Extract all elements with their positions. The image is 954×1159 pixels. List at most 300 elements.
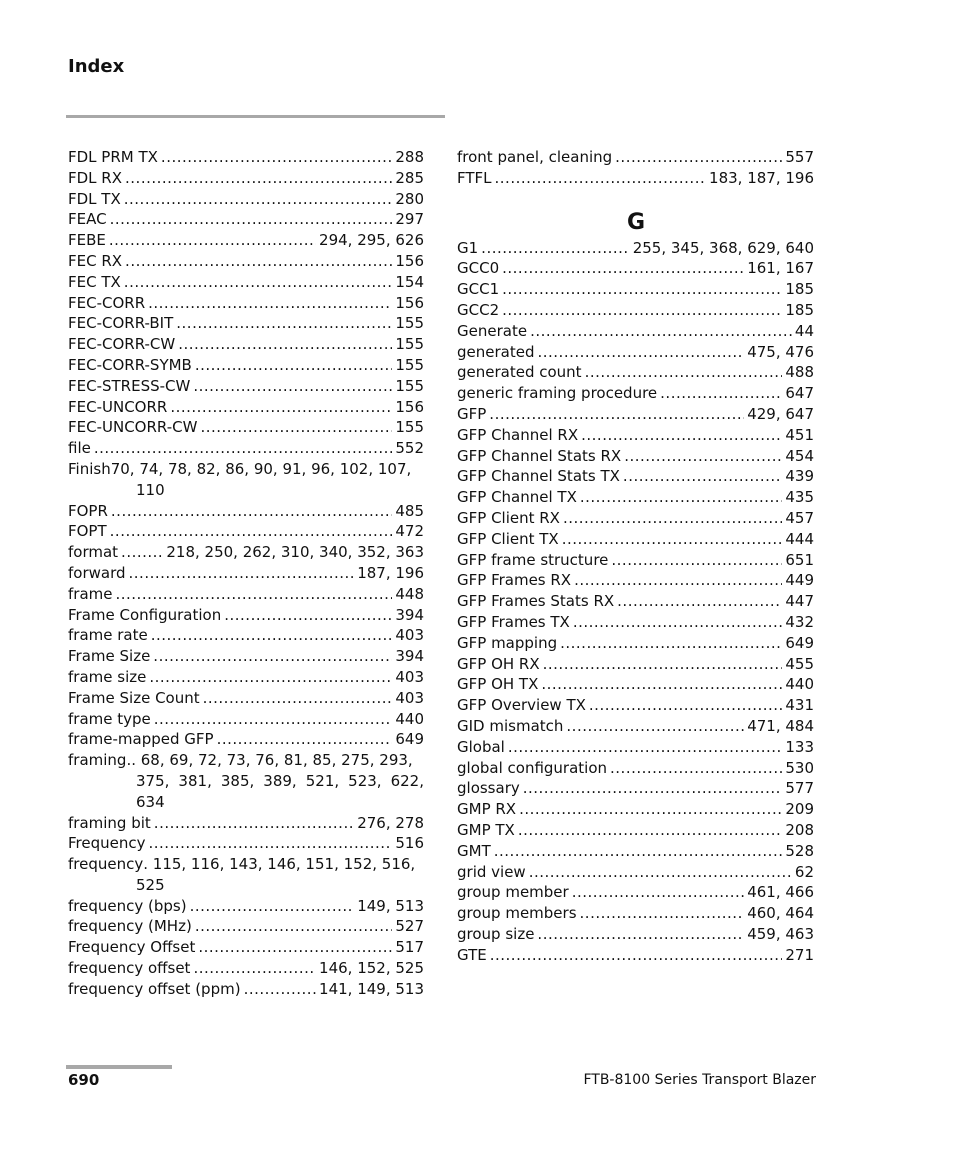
index-entry bbox=[457, 924, 814, 945]
index-entry bbox=[457, 695, 814, 716]
index-entry bbox=[457, 778, 814, 799]
index-term: generic framing procedure bbox=[457, 384, 658, 403]
index-page-refs: 439 bbox=[785, 467, 814, 486]
index-page-refs: 647 bbox=[785, 384, 814, 403]
index-page-refs: 440 bbox=[395, 709, 424, 728]
footer-document-title: FTB-8100 Series Transport Blazer bbox=[583, 1072, 816, 1088]
index-page-refs: 457 bbox=[785, 508, 814, 527]
dot-leader bbox=[572, 882, 745, 903]
index-entry bbox=[68, 937, 424, 958]
index-term: FEC-STRESS-CW bbox=[68, 376, 191, 395]
dot-leader bbox=[190, 896, 355, 917]
dot-leader bbox=[200, 417, 392, 438]
dot-leader bbox=[125, 251, 392, 272]
index-entry bbox=[68, 625, 424, 646]
index-entry bbox=[457, 168, 814, 189]
dot-leader bbox=[124, 272, 393, 293]
index-entry bbox=[457, 758, 814, 779]
dot-leader bbox=[581, 425, 782, 446]
index-term: GFP Frames Stats RX bbox=[457, 592, 615, 611]
index-term: FOPR bbox=[68, 501, 108, 520]
dot-leader bbox=[193, 376, 392, 397]
index-page-refs: 156 bbox=[395, 293, 424, 312]
index-term: Frequency Offset bbox=[68, 938, 196, 957]
index-term: GFP frame structure bbox=[457, 550, 609, 569]
index-page-refs: 70, 74, 78, 82, 86, 90, 91, 96, 102, 107, bbox=[110, 459, 412, 478]
index-page-refs: 133 bbox=[785, 737, 814, 756]
dot-leader bbox=[178, 334, 392, 355]
index-term: frequency (bps) bbox=[68, 896, 187, 915]
index-page-refs: 651 bbox=[785, 550, 814, 569]
index-term: Finish bbox=[68, 459, 111, 478]
index-term: FEC-CORR-BIT bbox=[68, 314, 174, 333]
index-page-refs: 475, 476 bbox=[747, 342, 814, 361]
index-term: GFP Client TX bbox=[457, 529, 559, 548]
dot-leader bbox=[537, 342, 744, 363]
index-term: frame rate bbox=[68, 626, 148, 645]
index-term: GFP Frames RX bbox=[457, 571, 572, 590]
index-entry bbox=[68, 896, 424, 917]
dot-leader bbox=[589, 695, 782, 716]
index-page-refs: 394 bbox=[395, 647, 424, 666]
index-page-refs: 649 bbox=[785, 633, 814, 652]
index-entry bbox=[68, 563, 424, 584]
index-page-refs: 155 bbox=[395, 335, 424, 354]
dot-leader bbox=[110, 521, 393, 542]
index-term: FEC-UNCORR bbox=[68, 397, 168, 416]
index-entry bbox=[68, 833, 424, 854]
header-divider bbox=[66, 115, 445, 118]
index-entry bbox=[68, 272, 424, 293]
index-term: GFP Channel Stats TX bbox=[457, 467, 620, 486]
index-term: FEC-CORR bbox=[68, 293, 146, 312]
index-term: Frame Configuration bbox=[68, 605, 222, 624]
index-term: glossary bbox=[457, 779, 520, 798]
index-term: front panel, cleaning bbox=[457, 148, 613, 166]
dot-leader bbox=[508, 737, 783, 758]
dot-leader bbox=[110, 209, 393, 230]
index-entry bbox=[457, 342, 814, 363]
index-entry bbox=[457, 238, 814, 259]
index-term: FEC-UNCORR-CW bbox=[68, 418, 198, 437]
dot-leader bbox=[244, 979, 316, 1000]
index-term: GCC1 bbox=[457, 280, 500, 299]
index-page-refs: 208 bbox=[785, 820, 814, 839]
index-column-left bbox=[68, 147, 424, 1000]
index-entry bbox=[68, 667, 424, 688]
index-term: Frame Size bbox=[68, 647, 151, 666]
index-term: file bbox=[68, 439, 91, 458]
index-entry bbox=[68, 417, 424, 438]
index-entry bbox=[457, 570, 814, 591]
index-entry bbox=[68, 313, 424, 334]
dot-leader bbox=[490, 945, 783, 966]
index-page-refs: 149, 513 bbox=[357, 896, 424, 915]
index-term: group size bbox=[457, 924, 535, 943]
index-term: FOPT bbox=[68, 522, 107, 541]
index-entry bbox=[457, 737, 814, 758]
index-term: GFP bbox=[457, 404, 487, 423]
index-term: FEC RX bbox=[68, 251, 123, 270]
footer-divider bbox=[66, 1065, 172, 1069]
index-page-refs: 527 bbox=[395, 917, 424, 936]
dot-leader bbox=[624, 446, 782, 467]
dot-leader bbox=[161, 147, 392, 168]
dot-leader bbox=[115, 584, 392, 605]
dot-leader bbox=[481, 238, 630, 259]
dot-leader bbox=[109, 230, 316, 251]
index-entry bbox=[457, 716, 814, 737]
index-entry bbox=[68, 542, 424, 563]
dot-leader bbox=[585, 362, 783, 383]
index-page-refs: 403 bbox=[395, 667, 424, 686]
index-entry bbox=[457, 321, 814, 342]
index-page-refs: 429, 647 bbox=[747, 404, 814, 423]
dot-leader bbox=[580, 903, 745, 924]
index-page-refs: 459, 463 bbox=[747, 924, 814, 943]
index-term: GFP Overview TX bbox=[457, 696, 586, 715]
index-page-refs: 156 bbox=[395, 251, 424, 270]
index-term: group members bbox=[457, 904, 577, 923]
dot-leader bbox=[176, 313, 392, 334]
index-term: grid view bbox=[457, 862, 526, 881]
index-page-refs: 530 bbox=[785, 758, 814, 777]
index-term: group member bbox=[457, 883, 569, 902]
index-entry bbox=[68, 147, 424, 168]
index-entry bbox=[457, 612, 814, 633]
index-page-refs: 440 bbox=[785, 675, 814, 694]
index-entry bbox=[68, 334, 424, 355]
index-term: format bbox=[68, 543, 119, 562]
index-term: GCC2 bbox=[457, 300, 500, 319]
dot-leader bbox=[518, 820, 783, 841]
index-term: FDL RX bbox=[68, 168, 123, 187]
dot-leader bbox=[111, 501, 392, 522]
index-page-refs: 209 bbox=[785, 800, 814, 819]
index-term: FEAC bbox=[68, 210, 107, 229]
dot-leader bbox=[217, 729, 393, 750]
index-entry bbox=[457, 466, 814, 487]
index-term: frequency (MHz) bbox=[68, 917, 192, 936]
index-term: frame type bbox=[68, 709, 151, 728]
dot-leader bbox=[574, 570, 782, 591]
index-entry bbox=[68, 438, 424, 459]
index-page-refs: 297 bbox=[395, 210, 424, 229]
index-term: GFP Channel Stats RX bbox=[457, 446, 622, 465]
index-page-refs: 517 bbox=[395, 938, 424, 957]
index-page-refs: 431 bbox=[785, 696, 814, 715]
dot-leader bbox=[541, 674, 782, 695]
index-entry bbox=[457, 550, 814, 571]
index-term: frame-mapped GFP bbox=[68, 730, 214, 749]
index-entry bbox=[457, 903, 814, 924]
index-entry bbox=[68, 646, 424, 667]
index-entry bbox=[457, 862, 814, 883]
dot-leader bbox=[523, 778, 783, 799]
index-term: global configuration bbox=[457, 758, 608, 777]
index-page-refs: 185 bbox=[785, 280, 814, 299]
dot-leader bbox=[224, 605, 392, 626]
dot-leader bbox=[149, 667, 392, 688]
index-page-refs: 255, 345, 368, 629, 640 bbox=[632, 238, 814, 257]
index-entry bbox=[457, 591, 814, 612]
index-term: G1 bbox=[457, 238, 479, 257]
dot-leader bbox=[529, 862, 792, 883]
index-term: GMP RX bbox=[457, 800, 517, 819]
index-page-refs: 285 bbox=[395, 168, 424, 187]
dot-leader bbox=[195, 916, 393, 937]
dot-leader bbox=[193, 958, 316, 979]
dot-leader bbox=[94, 438, 393, 459]
index-entry bbox=[68, 584, 424, 605]
index-term: GFP OH RX bbox=[457, 654, 540, 673]
index-entry bbox=[68, 521, 424, 542]
index-page-refs: 472 bbox=[395, 522, 424, 541]
index-entry bbox=[68, 729, 424, 750]
index-entry bbox=[68, 709, 424, 730]
index-entry bbox=[68, 501, 424, 522]
dot-leader bbox=[519, 799, 782, 820]
index-entry bbox=[68, 168, 424, 189]
index-page-refs: 485 bbox=[395, 501, 424, 520]
index-term: FDL TX bbox=[68, 189, 121, 208]
index-term: frequency bbox=[68, 855, 144, 874]
index-entry bbox=[68, 355, 424, 376]
dot-leader bbox=[489, 404, 744, 425]
index-entry bbox=[457, 508, 814, 529]
index-term: frequency offset (ppm) bbox=[68, 979, 241, 998]
index-term: frequency offset bbox=[68, 959, 191, 978]
index-page-refs: 146, 152, 525 bbox=[319, 959, 424, 978]
index-entry bbox=[68, 230, 424, 251]
index-page-refs: 471, 484 bbox=[747, 716, 814, 735]
dot-leader bbox=[151, 625, 393, 646]
index-term: Frequency bbox=[68, 834, 146, 853]
index-term: GID mismatch bbox=[457, 716, 564, 735]
index-page-refs: .. 68, 69, 72, 73, 76, 81, 85, 275, 293, bbox=[126, 751, 413, 770]
index-page-refs: 449 bbox=[785, 571, 814, 590]
index-entry bbox=[457, 529, 814, 550]
dot-leader bbox=[502, 279, 782, 300]
index-entry bbox=[68, 459, 424, 501]
index-page-refs: 577 bbox=[785, 779, 814, 798]
dot-leader bbox=[153, 646, 392, 667]
index-entry bbox=[457, 383, 814, 404]
index-term: GMP TX bbox=[457, 820, 515, 839]
index-term: GFP Channel TX bbox=[457, 488, 577, 507]
index-page-refs: 161, 167 bbox=[747, 259, 814, 278]
index-page-refs: 218, 250, 262, 310, 340, 352, 363 bbox=[166, 543, 424, 562]
index-page-refs-continued: 525 bbox=[136, 875, 165, 894]
index-entry bbox=[457, 446, 814, 467]
index-term: GTE bbox=[457, 945, 487, 964]
index-term: GFP OH TX bbox=[457, 675, 539, 694]
dot-leader bbox=[615, 147, 782, 168]
index-entry bbox=[457, 820, 814, 841]
index-entry bbox=[457, 633, 814, 654]
index-entry bbox=[457, 841, 814, 862]
index-entry bbox=[457, 279, 814, 300]
index-page-refs: 187, 196 bbox=[357, 563, 424, 582]
dot-leader bbox=[195, 355, 393, 376]
index-term: generated bbox=[457, 342, 535, 361]
index-page-refs: 294, 295, 626 bbox=[319, 231, 424, 250]
dot-leader bbox=[198, 937, 392, 958]
index-page-refs: 403 bbox=[395, 688, 424, 707]
dot-leader bbox=[495, 168, 707, 189]
index-group-g bbox=[457, 238, 814, 966]
index-column-right bbox=[457, 147, 814, 965]
index-term: Global bbox=[457, 737, 505, 756]
dot-leader bbox=[543, 654, 783, 675]
index-page-refs: 488 bbox=[785, 363, 814, 382]
index-page-refs: 155 bbox=[395, 314, 424, 333]
index-page-refs: 557 bbox=[785, 148, 814, 166]
dot-leader bbox=[573, 612, 783, 633]
dot-leader bbox=[494, 841, 783, 862]
index-entry bbox=[457, 654, 814, 675]
dot-leader bbox=[566, 716, 744, 737]
index-term: FEBE bbox=[68, 231, 106, 250]
index-page-refs: 155 bbox=[395, 355, 424, 374]
index-entry bbox=[457, 945, 814, 966]
index-page-refs: 155 bbox=[395, 418, 424, 437]
index-page-refs: 528 bbox=[785, 841, 814, 860]
index-entry bbox=[68, 209, 424, 230]
index-entry bbox=[68, 750, 424, 812]
index-page-refs: 451 bbox=[785, 425, 814, 444]
index-term: GFP Client RX bbox=[457, 508, 560, 527]
dot-leader bbox=[537, 924, 744, 945]
index-entry bbox=[68, 397, 424, 418]
index-entry bbox=[457, 404, 814, 425]
index-page-refs: 460, 464 bbox=[747, 904, 814, 923]
index-entry bbox=[68, 376, 424, 397]
index-term: GFP mapping bbox=[457, 633, 558, 652]
index-page-refs: 435 bbox=[785, 488, 814, 507]
dot-leader bbox=[562, 529, 783, 550]
index-entry bbox=[68, 605, 424, 626]
index-page-refs: 276, 278 bbox=[357, 813, 424, 832]
index-page-refs-continued: 375, 381, 385, 389, 521, 523, 622, 634 bbox=[136, 771, 424, 811]
dot-leader bbox=[129, 563, 355, 584]
index-page-refs: 44 bbox=[794, 321, 814, 340]
index-page-refs: 394 bbox=[395, 605, 424, 624]
dot-leader bbox=[502, 258, 744, 279]
index-entry bbox=[457, 799, 814, 820]
index-page-refs: 185 bbox=[785, 300, 814, 319]
index-page-refs: 649 bbox=[395, 730, 424, 749]
index-page-refs: 141, 149, 513 bbox=[319, 979, 424, 998]
index-entry bbox=[68, 293, 424, 314]
dot-leader bbox=[149, 833, 393, 854]
index-page-refs: 154 bbox=[395, 272, 424, 291]
dot-leader bbox=[610, 758, 782, 779]
index-page-refs: 444 bbox=[785, 529, 814, 548]
index-page-refs: 516 bbox=[395, 834, 424, 853]
dot-leader bbox=[148, 293, 392, 314]
index-term: FTFL bbox=[457, 168, 492, 187]
index-page-refs: 183, 187, 196 bbox=[709, 168, 814, 187]
index-term: GFP Channel RX bbox=[457, 425, 579, 444]
index-page-refs: 271 bbox=[785, 945, 814, 964]
index-term: FEC-CORR-CW bbox=[68, 335, 176, 354]
index-entry bbox=[68, 189, 424, 210]
page-header-title: Index bbox=[68, 56, 125, 77]
index-term: forward bbox=[68, 563, 126, 582]
index-entry bbox=[457, 425, 814, 446]
footer-page-number: 690 bbox=[68, 1071, 100, 1089]
dot-leader bbox=[617, 591, 782, 612]
index-page-refs: 432 bbox=[785, 612, 814, 631]
dot-leader bbox=[170, 397, 392, 418]
index-page-refs-continued: 110 bbox=[136, 480, 165, 499]
index-page-refs: 461, 466 bbox=[747, 883, 814, 902]
index-entry bbox=[457, 258, 814, 279]
dot-leader bbox=[125, 168, 392, 189]
index-page-refs: 447 bbox=[785, 592, 814, 611]
index-page-refs: 552 bbox=[395, 439, 424, 458]
dot-leader bbox=[660, 383, 782, 404]
index-entry bbox=[457, 674, 814, 695]
dot-leader bbox=[560, 633, 782, 654]
index-term: GMT bbox=[457, 841, 491, 860]
index-page-refs: 403 bbox=[395, 626, 424, 645]
index-term: framing bit bbox=[68, 813, 151, 832]
index-term: GFP Frames TX bbox=[457, 612, 570, 631]
dot-leader bbox=[124, 189, 393, 210]
index-page-refs: 288 bbox=[395, 148, 424, 166]
dot-leader bbox=[203, 688, 393, 709]
index-entry bbox=[68, 916, 424, 937]
dot-leader bbox=[580, 487, 783, 508]
index-entry bbox=[457, 147, 814, 168]
index-page-refs: . 115, 116, 143, 146, 151, 152, 516, bbox=[143, 855, 416, 874]
index-term: Frame Size Count bbox=[68, 688, 200, 707]
index-page-refs: 455 bbox=[785, 654, 814, 673]
index-term: FEC TX bbox=[68, 272, 121, 291]
index-entry bbox=[457, 362, 814, 383]
index-entry bbox=[68, 688, 424, 709]
index-page-refs: 454 bbox=[785, 446, 814, 465]
index-entry bbox=[457, 882, 814, 903]
index-term: FEC-CORR-SYMB bbox=[68, 355, 192, 374]
index-term: Generate bbox=[457, 321, 528, 340]
index-term: frame size bbox=[68, 667, 147, 686]
dot-leader bbox=[623, 466, 782, 487]
index-term: framing bbox=[68, 751, 127, 770]
section-letter-heading: G bbox=[627, 209, 646, 235]
dot-leader bbox=[563, 508, 782, 529]
index-term: generated count bbox=[457, 363, 582, 382]
dot-leader bbox=[121, 542, 163, 563]
dot-leader bbox=[154, 709, 393, 730]
index-page-refs: 155 bbox=[395, 376, 424, 395]
index-page-refs: 156 bbox=[395, 397, 424, 416]
index-entry bbox=[457, 487, 814, 508]
index-term: GCC0 bbox=[457, 259, 500, 278]
index-entry bbox=[68, 854, 424, 896]
dot-leader bbox=[530, 321, 792, 342]
index-page-refs: 448 bbox=[395, 584, 424, 603]
dot-leader bbox=[611, 550, 782, 571]
index-group-f-continued bbox=[457, 147, 814, 189]
index-term: FDL PRM TX bbox=[68, 148, 158, 166]
dot-leader bbox=[154, 813, 354, 834]
index-page-refs: 62 bbox=[794, 862, 814, 881]
dot-leader bbox=[502, 300, 782, 321]
index-entry bbox=[68, 958, 424, 979]
